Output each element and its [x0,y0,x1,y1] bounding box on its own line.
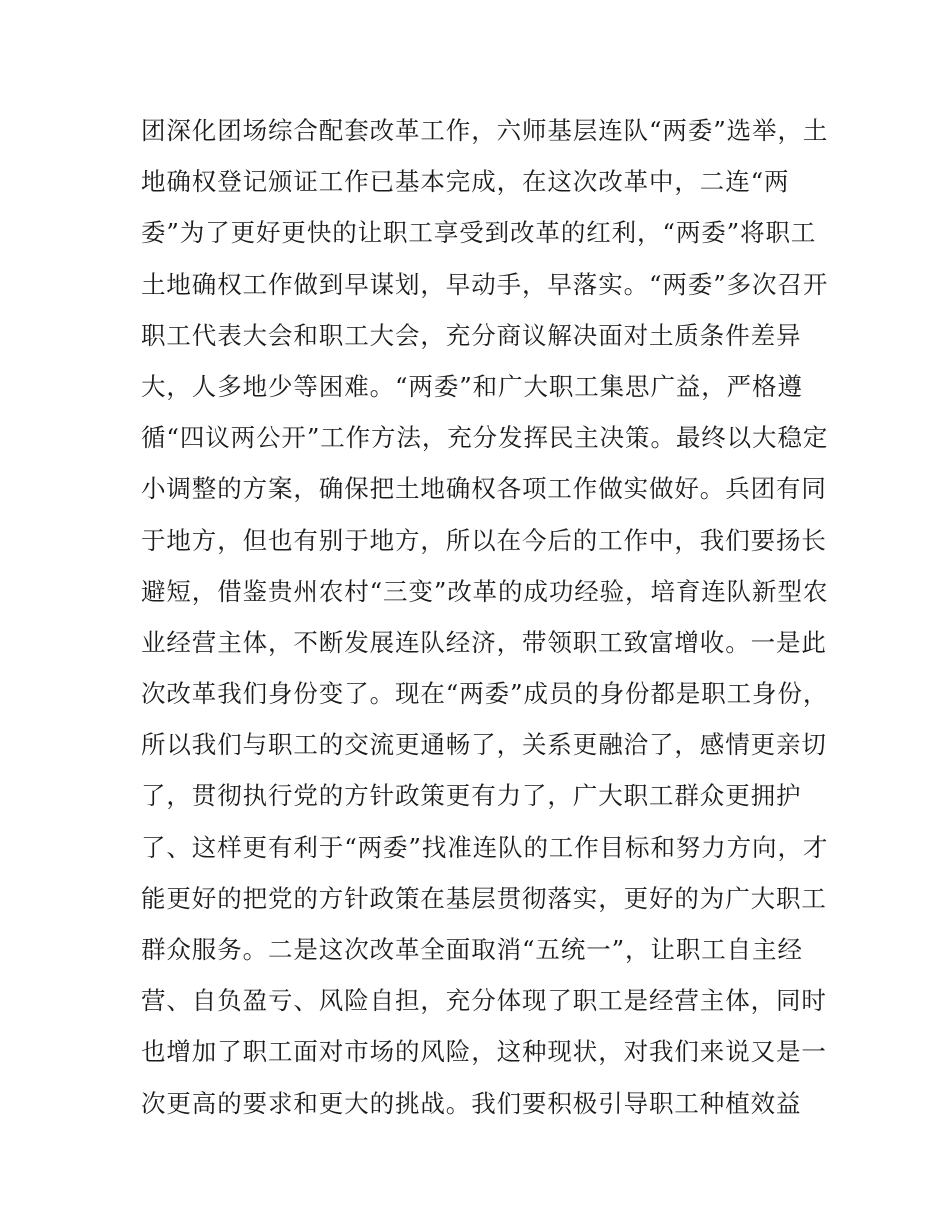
text-line: 也增加了职工面对市场的风险，这种现状，对我们来说又是一 [141,1037,827,1067]
text-line: 于地方，但也有别于地方，所以在今后的工作中，我们要扬长 [141,525,827,555]
text-line: 团深化团场综合配套改革工作，六师基层连队“两委”选举，土 [141,116,829,145]
body-paragraph [141,105,829,1129]
text-line: 土地确权工作做到早谋划，早动手，早落实。“两委”多次召开 [141,269,829,299]
text-line: 次改革我们身份变了。现在“两委”成员的身份都是职工身份， [141,679,829,709]
text-line: 大，人多地少等困难。“两委”和广大职工集思广益，严格遵 [141,371,803,401]
text-line: 循“四议两公开”工作方法，充分发挥民主决策。最终以大稳定 [141,423,829,453]
text-line: 能更好的把党的方针政策在基层贯彻落实，更好的为广大职工 [141,883,827,913]
text-line: 职工代表大会和职工大会，充分商议解决面对土质条件差异 [141,320,802,350]
text-line: 群众服务。二是这次改革全面取消“五统一”，让职工自主经 [141,935,803,964]
text-line: 次更高的要求和更大的挑战。我们要积极引导职工种植效益 [141,1088,802,1118]
text-line: 地确权登记颁证工作已基本完成，在这次改革中，二连“两 [141,167,790,197]
text-line: 了、这样更有利于“两委”找准连队的工作目标和努力方向，才 [141,832,829,862]
text-line: 了，贯彻执行党的方针政策更有力了，广大职工群众更拥护 [141,781,802,811]
text-line: 营、自负盈亏、风险自担，充分体现了职工是经营主体，同时 [141,986,827,1016]
text-line: 委”为了更好更快的让职工享受到改革的红利，“两委”将职工 [141,218,817,248]
text-line: 小调整的方案，确保把土地确权各项工作做实做好。兵团有同 [141,474,827,504]
text-line: 避短，借鉴贵州农村“三变”改革的成功经验，培育连队新型农 [141,576,829,606]
text-line: 业经营主体，不断发展连队经济，带领职工致富增收。一是此 [141,627,827,657]
text-line: 所以我们与职工的交流更通畅了，关系更融洽了，感情更亲切 [141,730,827,760]
